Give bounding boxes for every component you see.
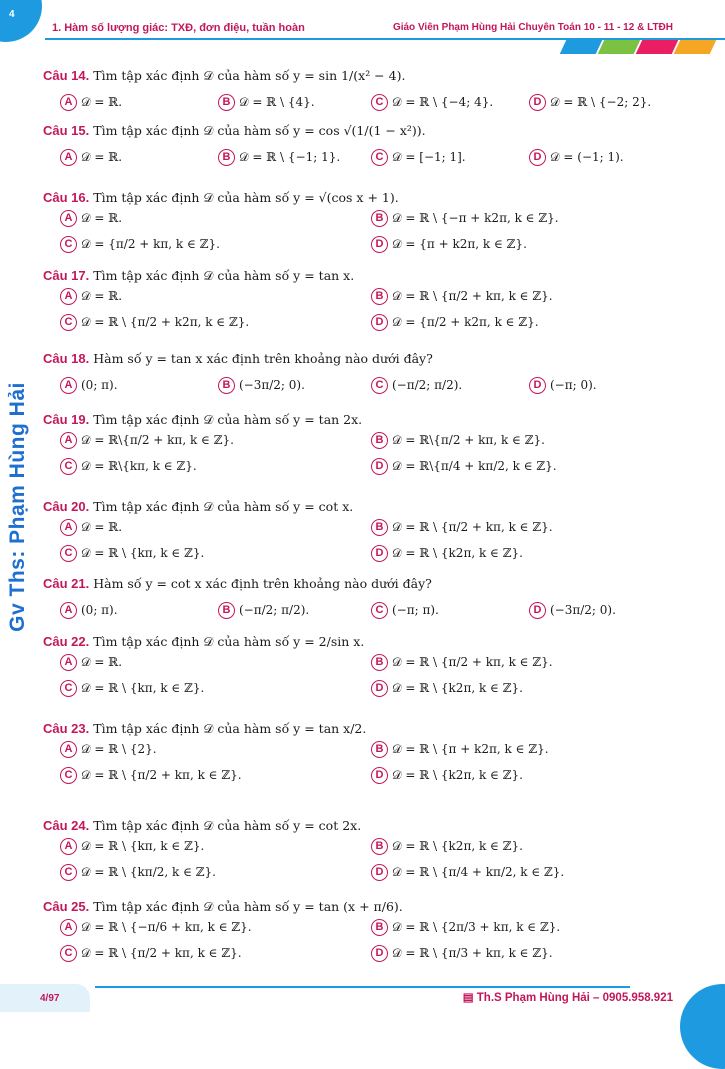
option-text: (−π; π).	[392, 603, 439, 617]
answer-option-b[interactable]	[371, 519, 553, 536]
option-letter-icon: D	[371, 945, 388, 962]
option-text: (−3π/2; 0).	[550, 603, 616, 617]
option-text: 𝒟 = ℝ \ {kπ/2, k ∈ ℤ}.	[81, 865, 216, 879]
option-letter-icon: A	[60, 602, 77, 619]
question-label: Câu 15.	[43, 123, 90, 138]
answer-option-d[interactable]	[371, 767, 523, 784]
option-text: 𝒟 = ℝ \ {π/4 + kπ/2, k ∈ ℤ}.	[392, 865, 565, 879]
option-text: 𝒟 = ℝ \ {kπ, k ∈ ℤ}.	[81, 546, 205, 560]
answer-option-b[interactable]	[218, 94, 315, 111]
page-number-top: 4	[9, 9, 15, 20]
question-label: Câu 23.	[43, 721, 90, 736]
option-text: 𝒟 = ℝ.	[81, 655, 123, 669]
option-letter-icon: A	[60, 838, 77, 855]
option-text: 𝒟 = ℝ\{π/2 + kπ, k ∈ ℤ}.	[392, 433, 545, 447]
answer-option-b[interactable]	[371, 838, 523, 855]
option-letter-icon: B	[371, 210, 388, 227]
option-text: 𝒟 = ℝ \ {k2π, k ∈ ℤ}.	[392, 839, 523, 853]
question-label: Câu 21.	[43, 576, 90, 591]
question-17	[43, 268, 354, 283]
option-letter-icon: D	[371, 680, 388, 697]
answer-option-b[interactable]	[371, 654, 553, 671]
option-letter-icon: A	[60, 149, 77, 166]
answer-option-c[interactable]	[60, 864, 216, 881]
teacher-header: Giáo Viên Phạm Hùng Hải Chuyên Toán 10 - 11 - 12 & LTĐH	[392, 22, 673, 33]
answer-option-a[interactable]	[60, 288, 122, 305]
answer-option-d[interactable]	[529, 377, 597, 394]
answer-option-b[interactable]	[218, 602, 309, 619]
question-label: Câu 18.	[43, 351, 90, 366]
option-text: 𝒟 = ℝ \ {k2π, k ∈ ℤ}.	[392, 681, 523, 695]
option-letter-icon: B	[218, 94, 235, 111]
side-watermark: Gv Ths: Phạm Hùng Hải	[6, 382, 29, 632]
option-text: 𝒟 = ℝ\{π/4 + kπ/2, k ∈ ℤ}.	[392, 459, 557, 473]
question-text: Tìm tập xác định 𝒟 của hàm số y = tan x/2.	[93, 721, 367, 736]
answer-option-d[interactable]	[529, 94, 651, 111]
question-21	[43, 576, 432, 591]
option-text: 𝒟 = ℝ \ {k2π, k ∈ ℤ}.	[392, 546, 523, 560]
question-label: Câu 20.	[43, 499, 90, 514]
document-icon: ▤	[462, 992, 477, 1004]
question-15	[43, 123, 426, 138]
answer-option-a[interactable]	[60, 149, 122, 166]
answer-option-c[interactable]	[60, 458, 197, 475]
option-letter-icon: B	[218, 602, 235, 619]
answer-option-d[interactable]	[371, 864, 564, 881]
option-letter-icon: B	[371, 741, 388, 758]
option-text: 𝒟 = ℝ \ {−1; 1}.	[239, 150, 341, 164]
answer-option-c[interactable]	[371, 377, 462, 394]
option-letter-icon: B	[371, 519, 388, 536]
answer-option-d[interactable]	[529, 602, 616, 619]
question-25	[43, 899, 403, 914]
option-letter-icon: A	[60, 94, 77, 111]
option-text: 𝒟 = ℝ \ {π/2 + k2π, k ∈ ℤ}.	[81, 315, 250, 329]
option-letter-icon: C	[60, 680, 77, 697]
answer-option-c[interactable]	[371, 149, 466, 166]
question-text: Tìm tập xác định 𝒟 của hàm số y = √(cos x + 1).	[93, 190, 399, 205]
question-14	[43, 68, 405, 83]
answer-option-d[interactable]	[371, 458, 557, 475]
answer-option-a[interactable]	[60, 919, 252, 936]
question-23	[43, 721, 366, 736]
option-text: 𝒟 = ℝ.	[81, 289, 123, 303]
answer-option-d[interactable]	[371, 545, 523, 562]
option-letter-icon: C	[60, 767, 77, 784]
question-text: Tìm tập xác định 𝒟 của hàm số y = 2/sin x.	[93, 634, 365, 649]
question-24	[43, 818, 361, 833]
answer-option-b[interactable]	[218, 377, 305, 394]
option-letter-icon: C	[371, 94, 388, 111]
answer-option-c[interactable]	[60, 314, 249, 331]
option-text: (0; π).	[81, 603, 118, 617]
option-text: 𝒟 = {π/2 + kπ, k ∈ ℤ}.	[81, 237, 220, 251]
question-label: Câu 17.	[43, 268, 90, 283]
option-text: (−3π/2; 0).	[239, 378, 305, 392]
option-letter-icon: B	[371, 288, 388, 305]
corner-decoration-top	[0, 0, 42, 42]
question-text: Tìm tập xác định 𝒟 của hàm số y = tan 2x.	[93, 412, 363, 427]
option-letter-icon: C	[60, 864, 77, 881]
option-text: (−π/2; π/2).	[392, 378, 463, 392]
option-letter-icon: C	[60, 314, 77, 331]
option-text: (−π/2; π/2).	[239, 603, 310, 617]
option-text: 𝒟 = ℝ \ {π/2 + kπ, k ∈ ℤ}.	[392, 655, 553, 669]
answer-option-a[interactable]	[60, 94, 122, 111]
option-text: 𝒟 = ℝ \ {π/2 + kπ, k ∈ ℤ}.	[392, 520, 553, 534]
stripe-4	[674, 40, 717, 54]
option-text: 𝒟 = ℝ \ {kπ, k ∈ ℤ}.	[81, 839, 205, 853]
option-letter-icon: C	[371, 602, 388, 619]
answer-option-d[interactable]	[371, 945, 553, 962]
answer-option-c[interactable]	[371, 94, 493, 111]
question-22	[43, 634, 364, 649]
option-text: 𝒟 = ℝ \ {−π + k2π, k ∈ ℤ}.	[392, 211, 559, 225]
option-text: 𝒟 = ℝ.	[81, 150, 123, 164]
option-letter-icon: D	[371, 236, 388, 253]
answer-option-c[interactable]	[60, 767, 242, 784]
answer-option-a[interactable]	[60, 741, 157, 758]
option-text: 𝒟 = ℝ \ {π + k2π, k ∈ ℤ}.	[392, 742, 549, 756]
option-letter-icon: A	[60, 377, 77, 394]
question-16	[43, 190, 399, 205]
answer-option-c[interactable]	[60, 680, 204, 697]
question-label: Câu 19.	[43, 412, 90, 427]
option-text: 𝒟 = ℝ \ {π/2 + kπ, k ∈ ℤ}.	[81, 946, 242, 960]
option-letter-icon: C	[60, 545, 77, 562]
answer-option-b[interactable]	[371, 210, 559, 227]
answer-option-d[interactable]	[371, 314, 539, 331]
option-letter-icon: D	[371, 767, 388, 784]
answer-option-a[interactable]	[60, 602, 118, 619]
question-18	[43, 351, 433, 366]
option-text: 𝒟 = ℝ \ {−π/6 + kπ, k ∈ ℤ}.	[81, 920, 252, 934]
question-text: Hàm số y = cot x xác định trên khoảng nào dưới đây?	[93, 576, 432, 591]
option-text: (0; π).	[81, 378, 118, 392]
answer-option-a[interactable]	[60, 377, 118, 394]
option-text: 𝒟 = ℝ \ {kπ, k ∈ ℤ}.	[81, 681, 205, 695]
question-20	[43, 499, 353, 514]
option-letter-icon: A	[60, 210, 77, 227]
stripe-2	[598, 40, 641, 54]
option-text: (−π; 0).	[550, 378, 597, 392]
answer-option-d[interactable]	[371, 680, 523, 697]
option-text: 𝒟 = ℝ \ {−2; 2}.	[550, 95, 652, 109]
answer-option-a[interactable]	[60, 654, 122, 671]
option-letter-icon: C	[371, 149, 388, 166]
option-text: 𝒟 = ℝ \ {π/3 + kπ, k ∈ ℤ}.	[392, 946, 553, 960]
answer-option-b[interactable]	[371, 432, 545, 449]
option-letter-icon: C	[60, 236, 77, 253]
question-label: Câu 24.	[43, 818, 90, 833]
option-text: 𝒟 = ℝ \ {2}.	[81, 742, 157, 756]
header-stripes	[555, 40, 715, 54]
option-text: 𝒟 = [−1; 1].	[392, 150, 466, 164]
footer-author	[463, 990, 673, 1004]
option-text: 𝒟 = ℝ \ {k2π, k ∈ ℤ}.	[392, 768, 523, 782]
option-text: 𝒟 = ℝ\{π/2 + kπ, k ∈ ℤ}.	[81, 433, 234, 447]
question-label: Câu 14.	[43, 68, 90, 83]
option-text: 𝒟 = {π/2 + k2π, k ∈ ℤ}.	[392, 315, 539, 329]
question-19	[43, 412, 362, 427]
option-letter-icon: A	[60, 654, 77, 671]
option-letter-icon: D	[371, 458, 388, 475]
option-letter-icon: A	[60, 919, 77, 936]
option-text: 𝒟 = ℝ\{kπ, k ∈ ℤ}.	[81, 459, 197, 473]
question-label: Câu 22.	[43, 634, 90, 649]
footer-author-text: Th.S Phạm Hùng Hải – 0905.958.921	[476, 992, 673, 1004]
question-text: Tìm tập xác định 𝒟 của hàm số y = tan x.	[93, 268, 355, 283]
option-text: 𝒟 = ℝ.	[81, 95, 123, 109]
option-letter-icon: D	[529, 602, 546, 619]
answer-option-c[interactable]	[60, 236, 220, 253]
answer-option-b[interactable]	[371, 919, 560, 936]
option-text: 𝒟 = ℝ \ {4}.	[239, 95, 315, 109]
section-title: 1. Hàm số lượng giác: TXĐ, đơn điệu, tuần hoàn	[52, 22, 305, 34]
option-letter-icon: B	[218, 149, 235, 166]
option-letter-icon: B	[371, 432, 388, 449]
option-letter-icon: B	[371, 654, 388, 671]
answer-option-d[interactable]	[529, 149, 624, 166]
stripe-3	[636, 40, 679, 54]
answer-option-d[interactable]	[371, 236, 527, 253]
answer-option-a[interactable]	[60, 838, 204, 855]
option-letter-icon: B	[371, 838, 388, 855]
answer-option-a[interactable]	[60, 210, 122, 227]
answer-option-c[interactable]	[371, 602, 439, 619]
option-letter-icon: D	[529, 149, 546, 166]
option-text: 𝒟 = ℝ \ {2π/3 + kπ, k ∈ ℤ}.	[392, 920, 561, 934]
footer-page-number: 4/97	[40, 993, 60, 1004]
question-text: Tìm tập xác định 𝒟 của hàm số y = cot x.	[93, 499, 354, 514]
option-text: 𝒟 = ℝ.	[81, 211, 123, 225]
option-text: 𝒟 = (−1; 1).	[550, 150, 624, 164]
option-letter-icon: A	[60, 432, 77, 449]
option-letter-icon: A	[60, 741, 77, 758]
question-label: Câu 16.	[43, 190, 90, 205]
option-text: 𝒟 = ℝ.	[81, 520, 123, 534]
question-text: Tìm tập xác định 𝒟 của hàm số y = sin 1/(x² − 4).	[93, 68, 406, 83]
question-text: Tìm tập xác định 𝒟 của hàm số y = cot 2x.	[93, 818, 362, 833]
answer-option-b[interactable]	[218, 149, 340, 166]
answer-option-b[interactable]	[371, 741, 549, 758]
stripe-1	[560, 40, 603, 54]
option-letter-icon: A	[60, 288, 77, 305]
question-text: Tìm tập xác định 𝒟 của hàm số y = tan (x + π/6).	[93, 899, 403, 914]
option-letter-icon: D	[371, 545, 388, 562]
option-text: 𝒟 = ℝ \ {π/2 + kπ, k ∈ ℤ}.	[392, 289, 553, 303]
option-letter-icon: B	[371, 919, 388, 936]
answer-option-a[interactable]	[60, 432, 234, 449]
option-letter-icon: C	[371, 377, 388, 394]
answer-option-a[interactable]	[60, 519, 122, 536]
option-letter-icon: B	[218, 377, 235, 394]
answer-option-b[interactable]	[371, 288, 553, 305]
footer-rule	[95, 986, 630, 988]
option-text: 𝒟 = {π + k2π, k ∈ ℤ}.	[392, 237, 527, 251]
option-letter-icon: D	[529, 94, 546, 111]
question-text: Hàm số y = tan x xác định trên khoảng nào dưới đây?	[93, 351, 433, 366]
option-letter-icon: C	[60, 945, 77, 962]
option-text: 𝒟 = ℝ \ {π/2 + kπ, k ∈ ℤ}.	[81, 768, 242, 782]
corner-decoration-bottom	[680, 984, 725, 1069]
option-letter-icon: D	[371, 864, 388, 881]
option-letter-icon: D	[529, 377, 546, 394]
question-text: Tìm tập xác định 𝒟 của hàm số y = cos √(1/(1 − x²)).	[93, 123, 426, 138]
option-text: 𝒟 = ℝ \ {−4; 4}.	[392, 95, 494, 109]
answer-option-c[interactable]	[60, 545, 204, 562]
question-label: Câu 25.	[43, 899, 90, 914]
option-letter-icon: D	[371, 314, 388, 331]
answer-option-c[interactable]	[60, 945, 242, 962]
option-letter-icon: C	[60, 458, 77, 475]
option-letter-icon: A	[60, 519, 77, 536]
